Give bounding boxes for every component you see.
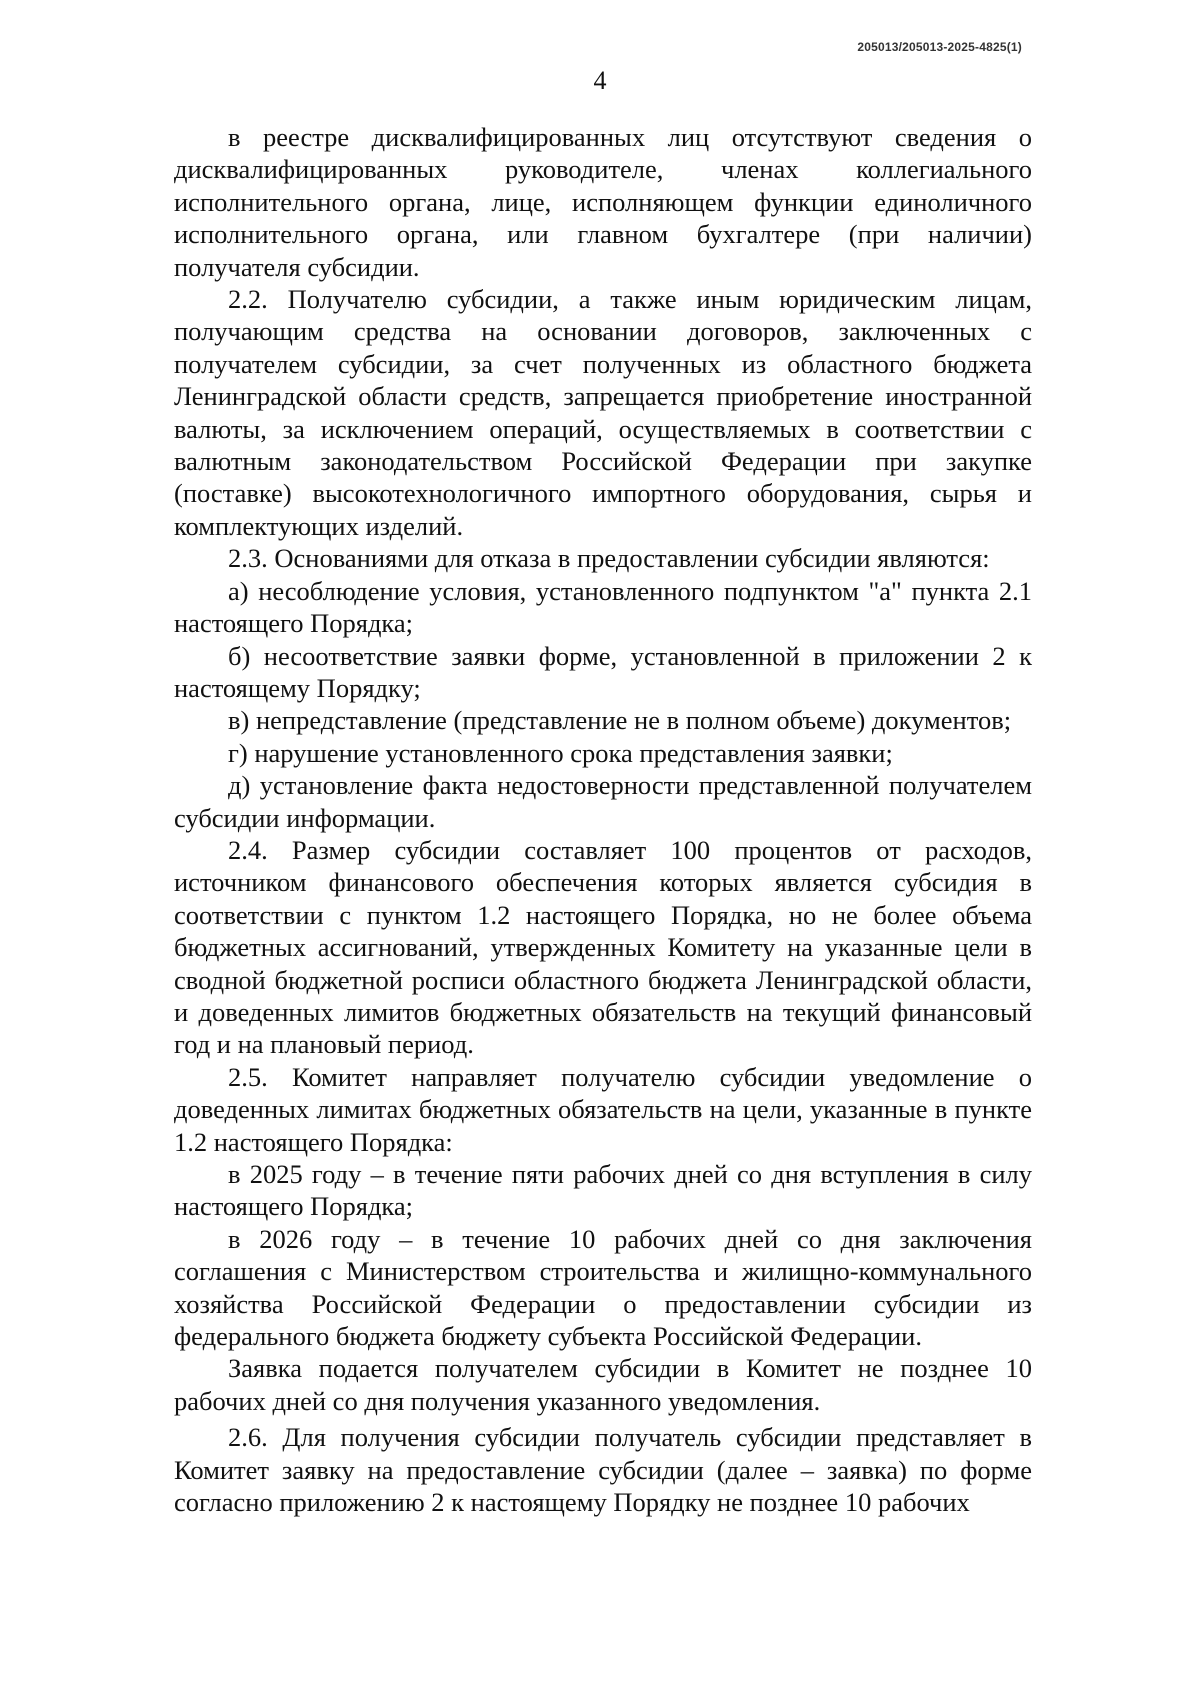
list-item-g: г) нарушение установленного срока представления заявки;	[228, 737, 893, 768]
paragraph-2-5: 2.5. Комитет направляет получателю субсидии уведомление о доведенных лимитах бюджетных обязательств на цели, указанные в пункте 1.2 настоящего Порядка:	[174, 1061, 1032, 1157]
list-item-d: д) установление факта недостоверности представленной получателем субсидии информации.	[174, 770, 1032, 833]
paragraph-application-deadline: Заявка подается получателем субсидии в Комитет не позднее 10 рабочих дней со дня получения указанного уведомления.	[174, 1353, 1032, 1416]
paragraph-2-3: 2.3. Основаниями для отказа в предоставлении субсидии являются:	[228, 543, 990, 574]
paragraph-2026-term: в 2026 году – в течение 10 рабочих дней со дня заключения соглашения с Министерством строительства и жилищно-коммунального хозяйства Российской Федерации о предоставлении субсидии из федерального бюджета бюджету субъекта Российской Федерации.	[174, 1223, 1032, 1352]
paragraph-2025-term: в 2025 году – в течение пяти рабочих дней со дня вступления в силу настоящего Порядка;	[174, 1159, 1032, 1222]
page-number: 4	[593, 66, 607, 95]
list-item-v: в) непредставление (представление не в полном объеме) документов;	[228, 705, 1012, 736]
paragraph-2-2: 2.2. Получателю субсидии, а также иным юридическим лицам, получающим средства на основании договоров, заключенных с получателем субсидии, за счет полученных из областного бюджета Ленинградской области средств, запрещается приобретение иностранной валюты, за исключением операций, осуществляемых в соответствии с валютным законодательством Российской Федерации при закупке (поставке) высокотехнологичного импортного оборудования, сырья и комплектующих изделий.	[174, 284, 1032, 541]
paragraph-2-6: 2.6. Для получения субсидии получатель субсидии представляет в Комитет заявку на предоставление субсидии (далее – заявка) по форме согласно приложению 2 к настоящему Порядку не позднее 10 рабочих	[174, 1422, 1032, 1518]
document-registration-number: 205013/205013-2025-4825(1)	[857, 40, 1022, 54]
document-body	[174, 121, 1032, 1518]
list-item-a: а) несоблюдение условия, установленного подпунктом "а" пункта 2.1 настоящего Порядка;	[174, 575, 1032, 639]
paragraph-2-4: 2.4. Размер субсидии составляет 100 процентов от расходов, источником финансового обеспечения которых является субсидия в соответствии с пунктом 1.2 настоящего Порядка, но не более объема бюджетных ассигнований, утвержденных Комитету на указанные цели в сводной бюджетной росписи областного бюджета Ленинградской области, и доведенных лимитов бюджетных обязательств на текущий финансовый год и на плановый период.	[174, 834, 1032, 1060]
paragraph-disqualified-registry: в реестре дисквалифицированных лиц отсутствуют сведения о дисквалифицированных руководителе, членах коллегиального исполнительного органа, лице, исполняющем функции единоличного исполнительного органа, или главном бухгалтере (при наличии) получателя субсидии.	[174, 122, 1032, 282]
list-item-b: б) несоответствие заявки форме, установленной в приложении 2 к настоящему Порядку;	[174, 640, 1032, 703]
